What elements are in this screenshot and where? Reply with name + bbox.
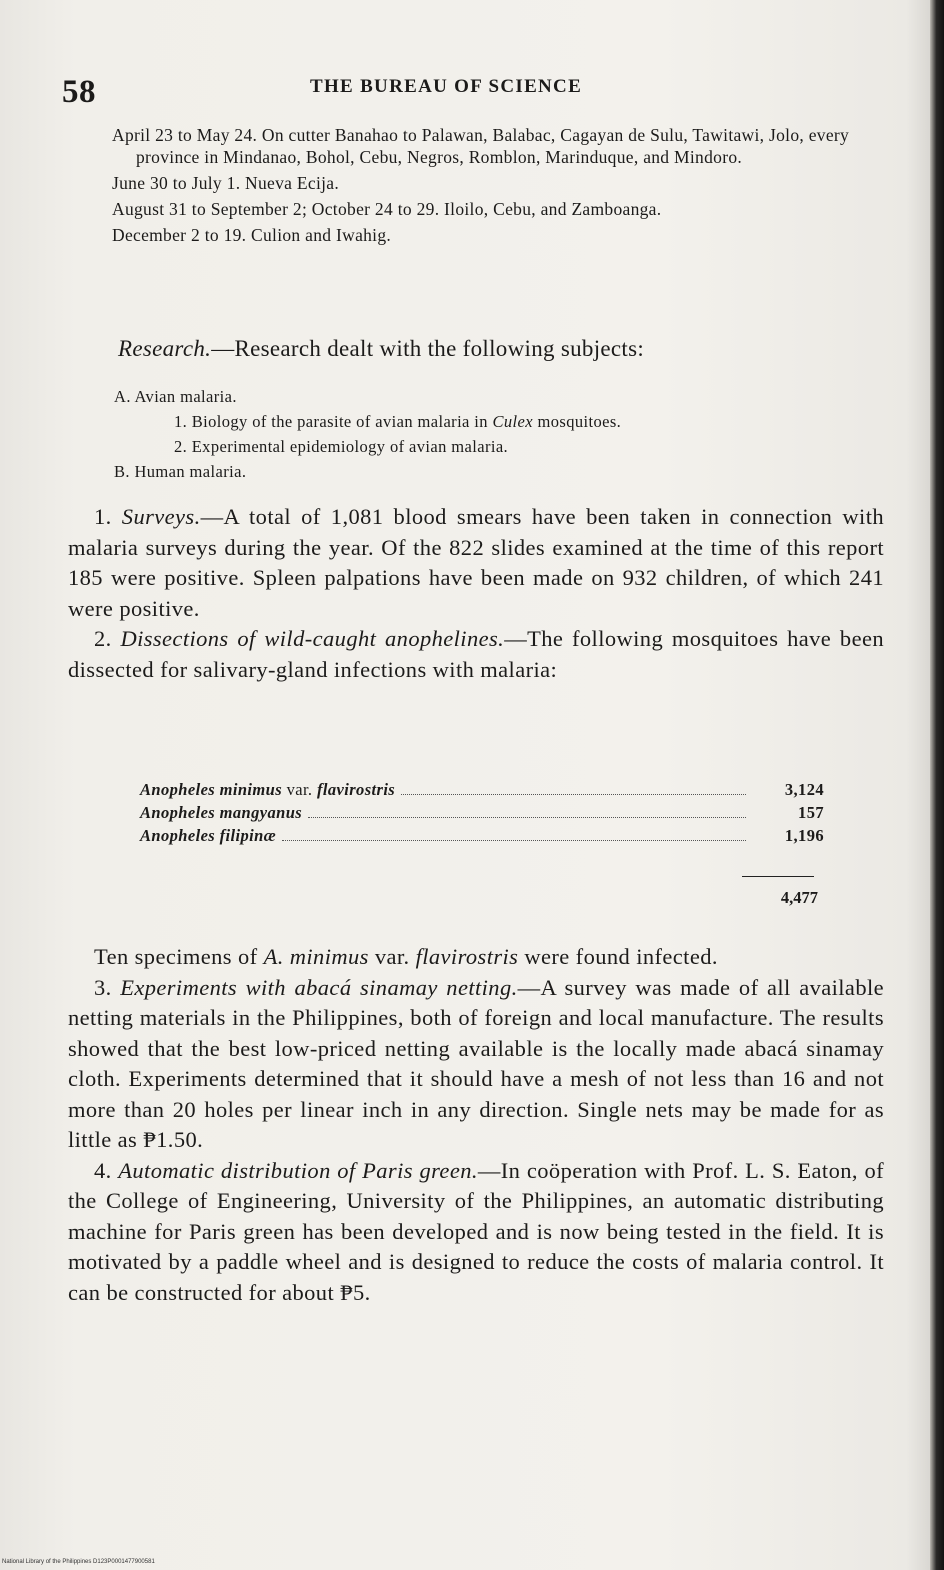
section-heading: Dissections of wild-caught anophelines. — [120, 626, 505, 651]
research-heading: Research. — [118, 336, 212, 361]
section-heading: Experiments with abacá sinamay netting. — [120, 974, 518, 1000]
table-row: Anopheles minimus var. flavirostris 3,124 — [140, 780, 824, 799]
section-paris-green: 4. Automatic distribution of Paris green.—In coöperation with Prof. L. S. Eaton, of the College of Engineering, University of the Philippines, an automatic distributing machine for Paris green has been developed and is now being tested in the field. It is motivated by a paddle wheel and is designed to reduce the costs of malaria control. It can be constructed for about ₱5. — [68, 1157, 885, 1305]
table-row: Anopheles filipinæ 1,196 — [140, 826, 824, 845]
section-netting: 3. Experiments with abacá sinamay netting.—A survey was made of all available netting materials in the Philippines, both of foreign and local manufacture. The results showed that the best low-priced netting available is the locally made abacá sinamay cloth. Experiments determined that it should have a mesh of not less than 16 and not more than 20 holes per linear inch in any direction. Single nets may be made for as little as ₱1.50. — [68, 974, 885, 1152]
scan-footer: National Library of the Philippines D123P0001477900581 — [2, 1559, 155, 1565]
sections-3-4 — [68, 942, 884, 1308]
outline-item-a2: 2. Experimental epidemiology of avian malaria. — [174, 437, 509, 456]
outline-item-a1: 1. Biology of the parasite of avian malaria in Culex mosquitoes. — [174, 412, 622, 431]
section-heading: Automatic distribution of Paris green. — [118, 1157, 478, 1183]
page-number: 58 — [62, 74, 96, 110]
outline-item-a: A. Avian malaria. — [114, 387, 237, 406]
book-spine — [930, 0, 944, 1570]
itinerary-list — [112, 124, 882, 246]
itinerary-item: April 23 to May 24. On cutter Banahao to Palawan, Balabac, Cagayan de Sulu, Tawitawi, Jolo, every province in Mindanao, Bohol, Cebu, Negros, Romblon, Marinduque, and Mindoro. — [112, 125, 850, 167]
section-heading: Surveys. — [121, 504, 201, 529]
running-title: THE BUREAU OF SCIENCE — [310, 76, 583, 97]
total-rule — [742, 876, 814, 877]
research-paragraph — [118, 336, 888, 362]
itinerary-item: December 2 to 19. Culion and Iwahig. — [112, 225, 392, 245]
research-outline — [114, 384, 621, 484]
outline-item-b: B. Human malaria. — [114, 462, 247, 481]
table-row: Anopheles mangyanus 157 — [140, 803, 824, 822]
itinerary-item: August 31 to September 2; October 24 to 29. Iloilo, Cebu, and Zamboanga. — [112, 199, 662, 219]
table-total: 4,477 — [780, 888, 818, 907]
itinerary-item: June 30 to July 1. Nueva Ecija. — [112, 173, 340, 193]
research-text: —Research dealt with the following subjects: — [211, 336, 645, 361]
sections-1-2 — [68, 502, 884, 685]
section-surveys: 1. Surveys.—A total of 1,081 blood smears have been taken in connection with malaria surveys during the year. Of the 822 slides examined at the time of this report 185 were positive. Spleen palpations have been made on 932 children, of which 241 were positive. — [68, 504, 884, 621]
section-dissections: 2. Dissections of wild-caught anophelines.—The following mosquitoes have been dissected for salivary-gland infections with malaria: — [68, 626, 885, 682]
infected-note: Ten specimens of A. minimus var. flavirostris were found infected. — [94, 944, 718, 969]
mosquito-table — [140, 780, 824, 849]
